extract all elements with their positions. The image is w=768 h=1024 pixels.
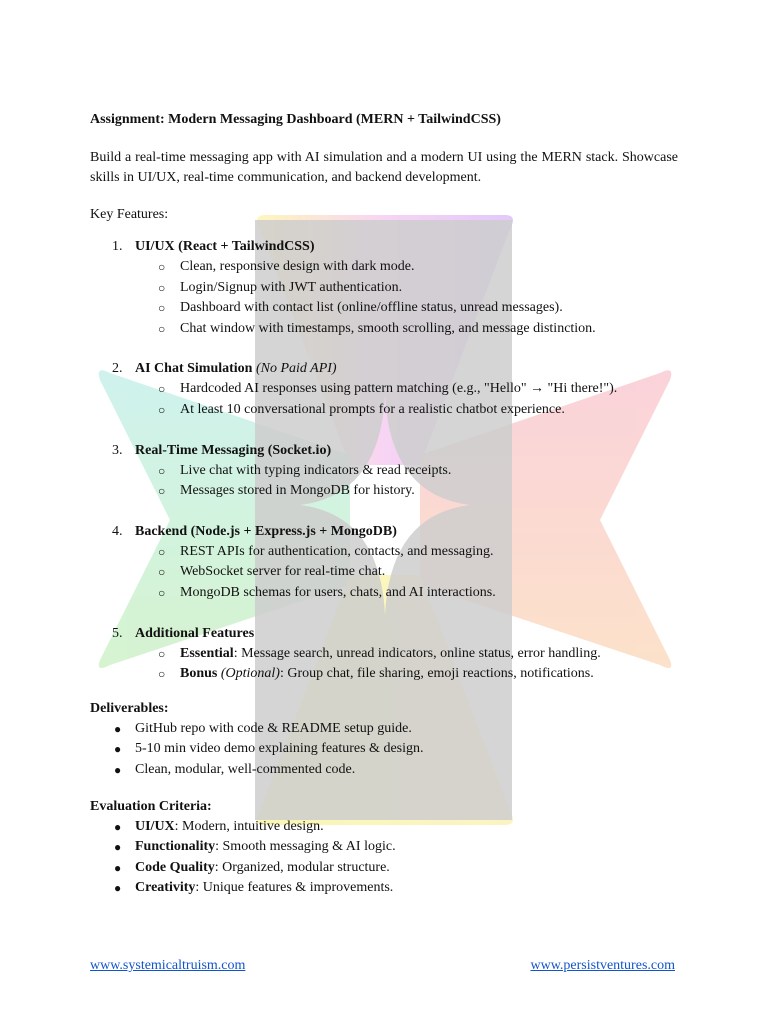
list-item: ○ REST APIs for authentication, contacts, and messaging.: [90, 542, 678, 563]
solid-bullet-icon: ●: [114, 819, 122, 834]
feature-sublist: [90, 257, 678, 339]
list-item: ○ WebSocket server for real-time chat.: [90, 562, 678, 583]
page-footer: [90, 958, 675, 974]
feature-number: 2.: [112, 361, 123, 377]
list-item: ● UI/UX: Modern, intuitive design.: [90, 817, 678, 838]
intro-paragraph: Build a real-time messaging app with AI simulation and a modern UI using the MERN stack. Showcase skills in UI/UX, real-time communication, and backend development.: [90, 150, 678, 185]
hollow-bullet-icon: ○: [158, 667, 166, 682]
feature-sublist: [90, 379, 678, 420]
list-item: ○ MongoDB schemas for users, chats, and AI interactions.: [90, 583, 678, 604]
list-item: ● Clean, modular, well-commented code.: [90, 760, 678, 781]
feature-2: [90, 359, 678, 420]
feature-number: 4.: [112, 523, 123, 539]
feature-4: [90, 522, 678, 604]
feature-title: Backend (Node.js + Express.js + MongoDB): [135, 523, 397, 539]
document-page: [90, 110, 678, 899]
hollow-bullet-icon: ○: [158, 402, 166, 417]
solid-bullet-icon: ●: [114, 762, 122, 777]
list-item: ● GitHub repo with code & README setup guide.: [90, 719, 678, 740]
deliverables-heading: Deliverables:: [90, 700, 169, 716]
hollow-bullet-icon: ○: [158, 463, 166, 478]
hollow-bullet-icon: ○: [158, 565, 166, 580]
solid-bullet-icon: ●: [114, 742, 122, 757]
evaluation-list: [90, 817, 678, 899]
list-item: ○ Essential: Message search, unread indicators, online status, error handling.: [90, 644, 678, 665]
list-item: ○ Hardcoded AI responses using pattern matching (e.g., "Hello" → "Hi there!").: [90, 379, 678, 400]
list-item: ● Code Quality: Organized, modular structure.: [90, 858, 678, 879]
hollow-bullet-icon: ○: [158, 544, 166, 559]
list-item: ● Creativity: Unique features & improvements.: [90, 878, 678, 899]
feature-title: AI Chat Simulation (No Paid API): [135, 361, 337, 377]
solid-bullet-icon: ●: [114, 881, 122, 896]
feature-sublist: [90, 542, 678, 604]
list-item: ○ At least 10 conversational prompts for a realistic chatbot experience.: [90, 400, 678, 421]
list-item: ○ Clean, responsive design with dark mode.: [90, 257, 678, 278]
feature-number: 1.: [112, 239, 123, 254]
hollow-bullet-icon: ○: [158, 301, 166, 316]
feature-title: UI/UX (React + TailwindCSS): [135, 239, 315, 254]
hollow-bullet-icon: ○: [158, 280, 166, 295]
key-features-heading: Key Features:: [90, 207, 169, 222]
feature-1: [90, 237, 678, 339]
list-item: ○ Bonus (Optional): Group chat, file sharing, emoji reactions, notifications.: [90, 664, 678, 685]
list-item: ○ Chat window with timestamps, smooth scrolling, and message distinction.: [90, 319, 678, 340]
list-item: ○ Live chat with typing indicators & read receipts.: [90, 461, 678, 482]
list-item: ● 5-10 min video demo explaining features & design.: [90, 739, 678, 760]
feature-number: 3.: [112, 442, 123, 458]
feature-title: Real-Time Messaging (Socket.io): [135, 442, 332, 458]
list-item: ○ Dashboard with contact list (online/offline status, unread messages).: [90, 298, 678, 319]
feature-3: [90, 441, 678, 502]
hollow-bullet-icon: ○: [158, 484, 166, 499]
solid-bullet-icon: ●: [114, 840, 122, 855]
persistventures-link[interactable]: www.persistventures.com: [530, 958, 675, 973]
list-item: ○ Messages stored in MongoDB for history.: [90, 481, 678, 502]
hollow-bullet-icon: ○: [158, 260, 166, 274]
feature-number: 5.: [112, 625, 123, 641]
feature-sublist: [90, 644, 678, 685]
list-item: ● Functionality: Smooth messaging & AI logic.: [90, 837, 678, 858]
deliverables-list: [90, 719, 678, 781]
hollow-bullet-icon: ○: [158, 321, 166, 336]
feature-title: Additional Features: [135, 625, 255, 641]
feature-5: [90, 624, 678, 685]
solid-bullet-icon: ●: [114, 860, 122, 875]
list-item: ○ Login/Signup with JWT authentication.: [90, 278, 678, 299]
systemicaltruism-link[interactable]: www.systemicaltruism.com: [90, 958, 246, 973]
hollow-bullet-icon: ○: [158, 585, 166, 600]
document-title: Assignment: Modern Messaging Dashboard (MERN + TailwindCSS): [90, 112, 501, 127]
evaluation-heading: Evaluation Criteria:: [90, 798, 212, 814]
hollow-bullet-icon: ○: [158, 646, 166, 661]
feature-sublist: [90, 461, 678, 502]
solid-bullet-icon: ●: [114, 721, 122, 736]
hollow-bullet-icon: ○: [158, 382, 166, 397]
